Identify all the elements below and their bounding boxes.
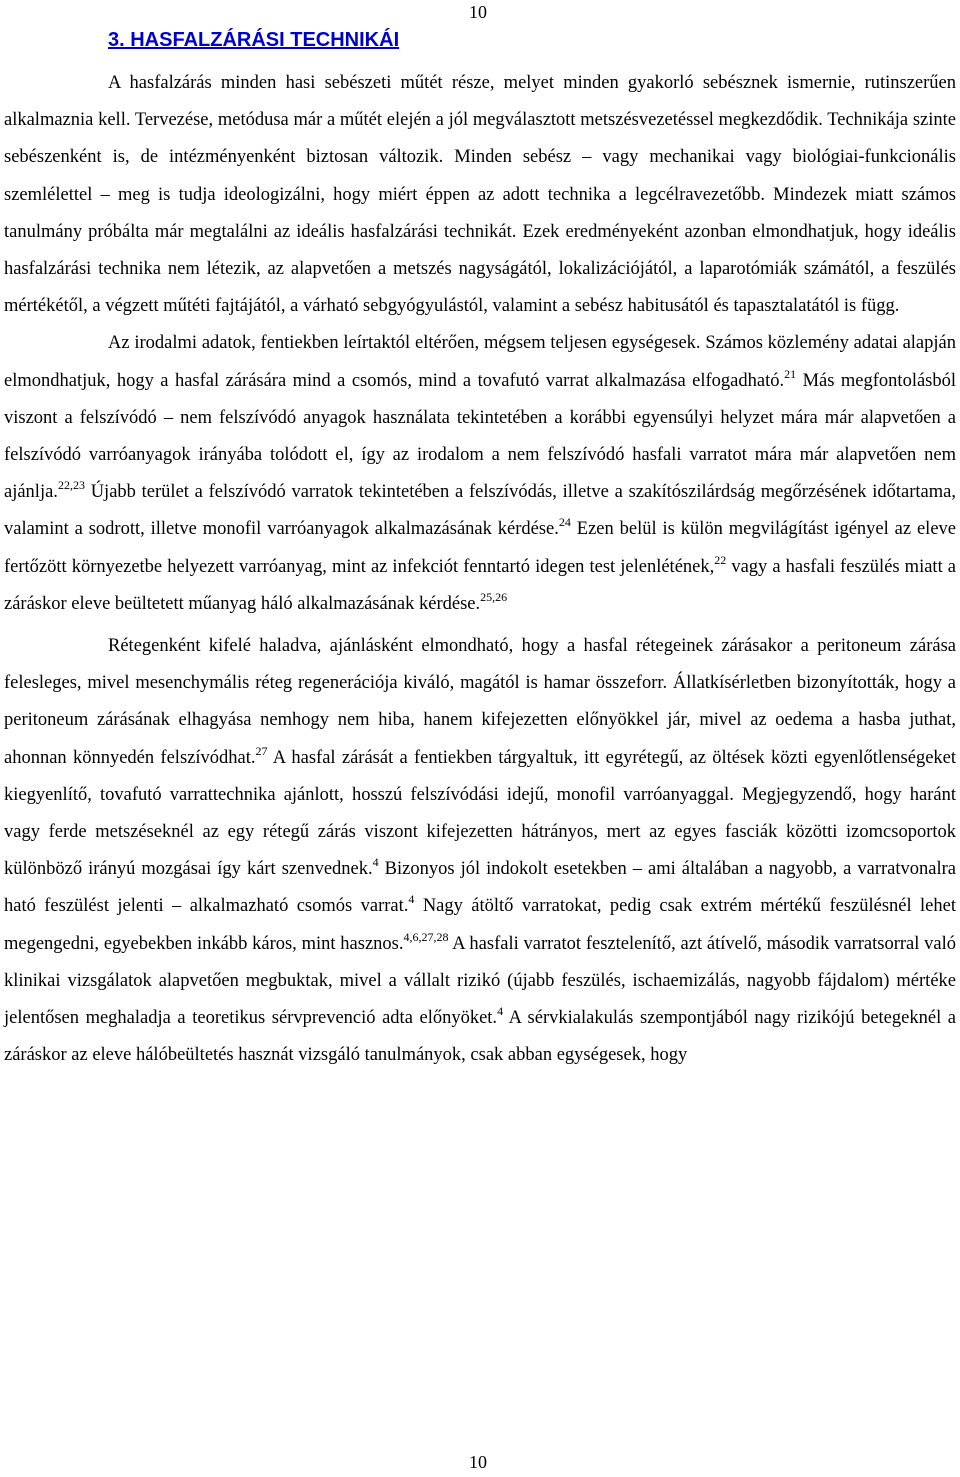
text-run: A hasfali varratot fesztelenítő, azt átívelő, második varratsorral való klinikai vizsgálatok alapvetően megbuktak, mivel a vállalt rizikó (újabb feszülés, ischaemizálás, nagyobb fájdalom) mértéke jelentősen meghaladja a teoretikus sérvprevenció adta előnyöket. xyxy=(4,933,957,1029)
paragraph xyxy=(4,325,956,623)
citation-ref: 4,6,27,28 xyxy=(403,929,449,944)
citation-ref: 22 xyxy=(714,552,727,567)
citation-ref: 25,26 xyxy=(480,589,508,604)
text-run: Újabb terület a felszívódó varratok tekintetében a felszívódás, illetve a szakítószilárdság megőrzésének időtartama, valamint a sodrott, illetve monofil varróanyagok alkalmazásának kérdése. xyxy=(4,482,956,540)
text-run: Más megfontolásból viszont a felszívódó – nem felszívódó anyagok használata tekintetében a korábbi egyensúlyi helyzet mára már alapvetően a felszívódó varróanyagok irányába tolódott el, így az irodalom a nem felszívódó hasfali varratot mára már alapvetően nem ajánlja. xyxy=(4,370,957,503)
text-run: Az irodalmi adatok, fentiekben leírtaktól eltérően, mégsem teljesen egységesek. Számos közlemény adatai alapján elmondhatjuk, hogy a hasfal zárására mind a csomós, mind a tovafutó varrat alkalmazása elfogadható. xyxy=(4,333,956,391)
page-number-bottom: 10 xyxy=(469,1452,487,1472)
text-run: A hasfal zárását a fentiekben tárgyaltuk, itt egyrétegű, az öltések közti egyenlőtlenségeket kiegyenlítő, tovafutó varrattechnika ajánlott, hosszú felszívódási idejű, monofil varróanyaggal. Megjegyzendő, hogy haránt vagy ferde metszéseknél az egy rétegű zárás viszont kifejezetten hátrányos, mert az egyes fasciák közötti izomcsoportok különböző irányú mozgásai így kárt szenvednek. xyxy=(4,747,957,880)
text-run: A hasfalzárás minden hasi sebészeti műtét része, melyet minden gyakorló sebésznek ismernie, rutinszerűen alkalmaznia kell. Tervezése, metódusa már a műtét elején a jól megválasztott metszésvezetéssel megkezdődik. Technikája szinte sebészenként is, de intézményenként biztosan változik. Minden sebész – vagy mechanikai vagy biológiai-funkcionális szemlélettel – meg is tudja ideologizálni, hogy miért éppen az adott technika a legcélravezetőbb. Mindezek miatt számos tanulmány próbálta már megtalálni az ideális hasfalzárási technikát. Ezek eredményeként azonban elmondhatjuk, hogy ideális hasfalzárási technika nem létezik, az alapvetően a metszés nagyságától, lokalizációjától, a laparotómiák számától, a feszülés mértékétől, a végzett műtéti fajtájától, a várható sebgyógyulástól, valamint a sebész habitusától és tapasztalatától is függ. xyxy=(4,73,956,317)
text-run: Ezen belül is külön megvilágítást igényel az eleve fertőzött környezetbe helyezett varróanyag, mint az infekciót fenntartó idegen test jelenlétének, xyxy=(4,519,956,577)
citation-ref: 27 xyxy=(255,743,268,758)
citation-ref: 4 xyxy=(497,1004,504,1019)
text-run: Nagy átöltő varratokat, pedig csak extrém mértékű feszülésnél lehet megengedni, egyebekben inkább káros, mint hasznos. xyxy=(4,896,956,954)
citation-ref: 21 xyxy=(784,366,797,381)
body-text xyxy=(4,65,956,1074)
section-heading: 3. HASFALZÁRÁSI TECHNIKÁI xyxy=(108,29,400,51)
page-number-top: 10 xyxy=(469,2,487,22)
citation-ref: 4 xyxy=(372,855,379,870)
citation-ref: 22,23 xyxy=(57,478,85,493)
citation-ref: 24 xyxy=(558,515,571,530)
citation-ref: 4 xyxy=(408,892,415,907)
paragraph xyxy=(4,65,956,325)
text-run: Rétegenként kifelé haladva, ajánlásként elmondható, hogy a hasfal rétegeinek zárásakor a peritoneum zárása felesleges, mivel mesenchymális réteg regenerációja kiváló, magától is hamar összeforr. Állatkísérletben bizonyították, hogy a peritoneum zárásának elhagyása nemhogy nem hiba, hanem kifejezetten előnyökkel jár, mivel az oedema a hasba juthat, ahonnan könnyedén felszívódhat. xyxy=(4,636,956,768)
text-run: Bizonyos jól indokolt esetekben – ami általában a nagyobb, a varratvonalra ható feszülést jelenti – alkalmazható csomós varrat. xyxy=(4,859,956,917)
text-run: A sérvkialakulás szempontjából nagy rizikójú betegeknél a záráskor az eleve hálóbeültetés hasznát vizsgáló tanulmányok, csak abban egységesek, hogy xyxy=(4,1008,956,1066)
text-run: vagy a hasfali feszülés miatt a záráskor eleve beültetett műanyag háló alkalmazásának kérdése. xyxy=(4,556,956,614)
paragraph xyxy=(4,628,956,1074)
